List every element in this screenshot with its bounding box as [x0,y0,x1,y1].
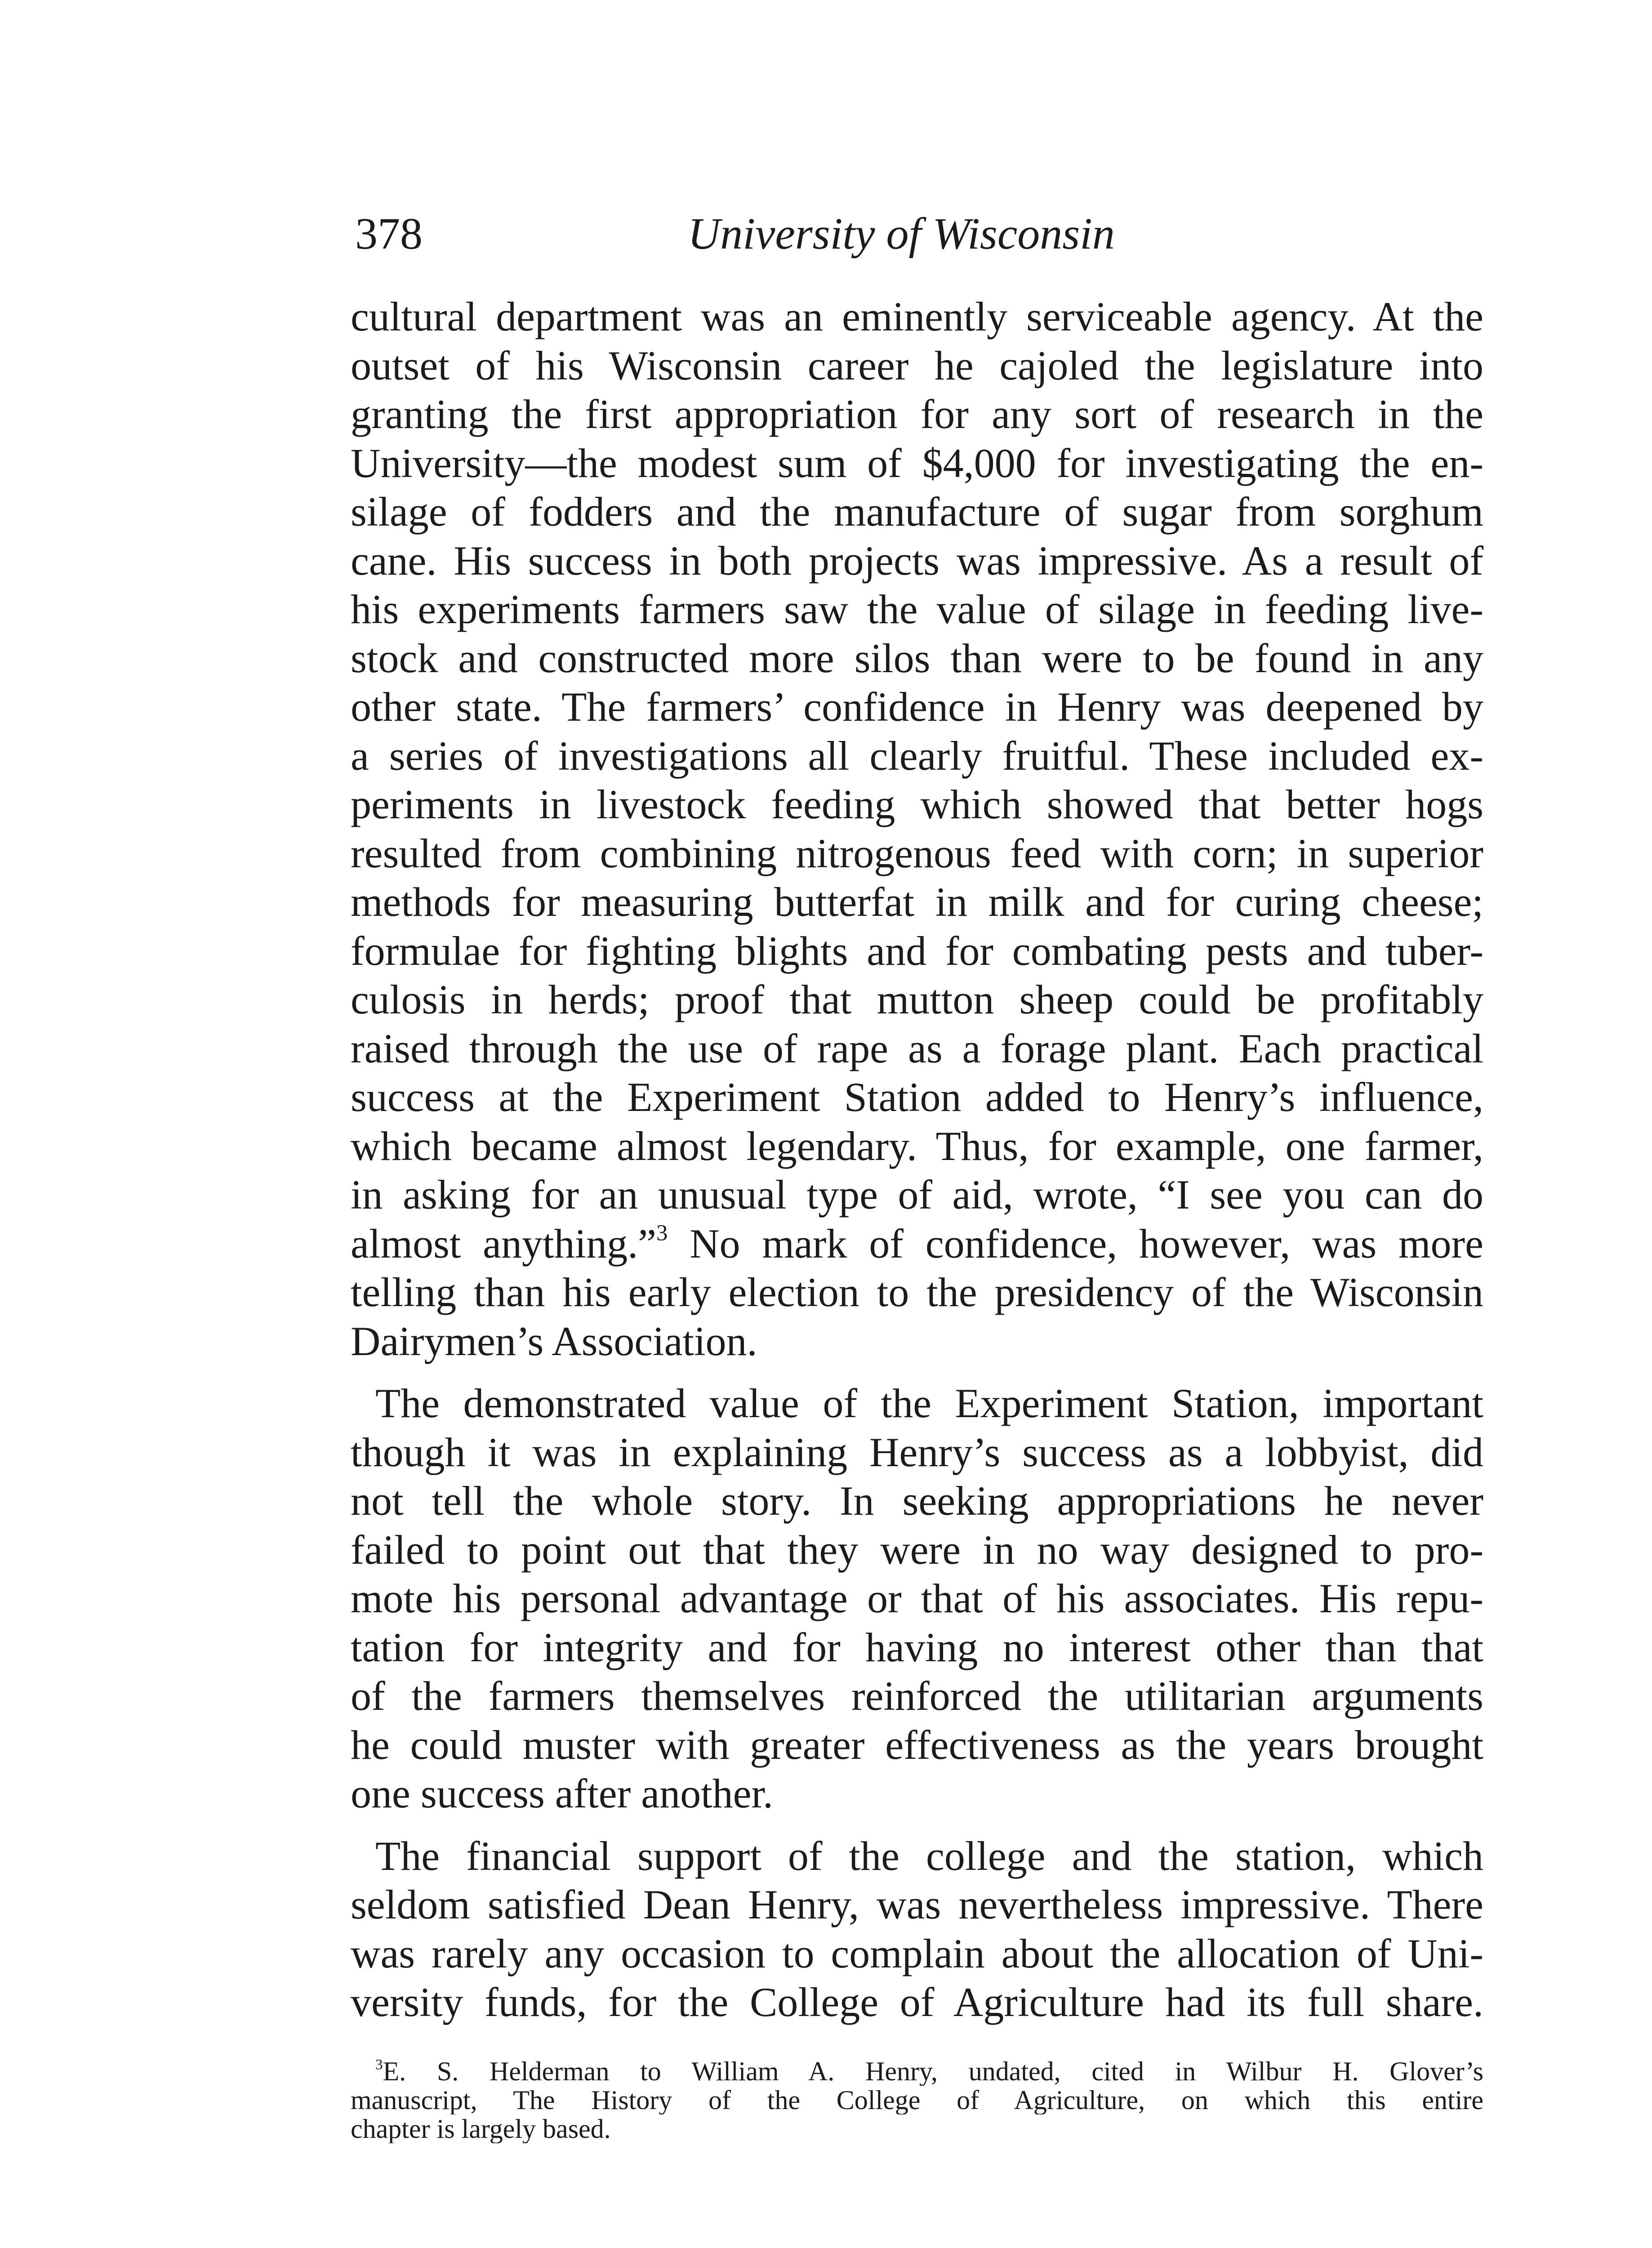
text-line: The demonstrated value of the Experiment Station, important [375,1380,1483,1426]
paragraph [351,1379,1483,1818]
text-line: cane. His success in both projects was impressive. As a result of [351,537,1483,584]
text-line: was rarely any occasion to complain about the allocation of Uni- [351,1930,1483,1976]
text-line: stock and constructed more silos than were to be found in any [351,635,1483,681]
text-line: culosis in herds; proof that mutton sheep could be profitably [351,977,1483,1022]
text-line: Dairymen’s Association. [351,1318,757,1364]
footnote-line: manuscript, The History of the College of Agriculture, on which this entire [351,2086,1483,2114]
footnote-line: chapter is largely based. [351,2114,611,2143]
text-line: outset of his Wisconsin career he cajoled the legislature into [351,342,1483,388]
text-line: though it was in explaining Henry’s success as a lobbyist, did [351,1429,1483,1475]
page-number: 378 [355,209,423,259]
text-line: seldom satisfied Dean Henry, was nevertheless impressive. There [351,1882,1483,1927]
text-line: he could muster with greater effectiveness as the years brought [351,1722,1483,1768]
text-line: in asking for an unusual type of aid, wrote, “I see you can do [351,1172,1483,1218]
text-line: resulted from combining nitrogenous feed with corn; in superior [351,830,1483,876]
paragraph-spacing [351,1365,1483,1379]
line-text: No mark of confidence, however, was more [668,1220,1483,1267]
text-line: not tell the whole story. In seeking appropriations he never [351,1478,1483,1524]
text-line: failed to point out that they were in no way designed to pro- [351,1526,1483,1573]
paragraph [351,1832,1483,2027]
footnote-line [351,2057,1483,2086]
text-line: a series of investigations all clearly fruitful. These included ex- [351,732,1483,779]
paragraph [351,292,1483,1365]
body-text [351,292,1483,2027]
text-line: silage of fodders and the manufacture of sugar from sorghum [351,489,1483,535]
text-line: formulae for fighting blights and for combating pests and tuber- [351,928,1483,974]
text-line: The financial support of the college and the station, which [375,1833,1483,1879]
text-line: periments in livestock feeding which showed that better hogs [351,781,1483,827]
text-line: tation for integrity and for having no interest other than that [351,1624,1483,1670]
text-line: one success after another. [351,1771,774,1816]
footnote-text: E. S. Helderman to William A. Henry, undated, cited in Wilbur H. Glover’s [383,2057,1483,2086]
running-title: University of Wisconsin [688,209,1115,259]
text-line: granting the first appropriation for any sort of research in the [351,391,1483,437]
page-header [355,205,1470,268]
line-text: almost anything.” [351,1220,656,1267]
text-line: mote his personal advantage or that of his associates. His repu- [351,1575,1483,1621]
text-line: methods for measuring butterfat in milk and for curing cheese; [351,879,1483,925]
text-line-with-footnote-ref [351,1219,1483,1268]
text-line: success at the Experiment Station added to Henry’s influence, [351,1074,1483,1120]
text-line: which became almost legendary. Thus, for example, one farmer, [351,1123,1483,1169]
text-line: of the farmers themselves reinforced the utilitarian arguments [351,1673,1483,1719]
text-line: versity funds, for the College of Agriculture had its full share. [351,1979,1483,2025]
text-line: his experiments farmers saw the value of silage in feeding live- [351,586,1483,632]
footnote-reference[interactable]: 3 [656,1220,668,1245]
text-line: other state. The farmers’ confidence in Henry was deepened by [351,684,1483,730]
text-line: University—the modest sum of $4,000 for investigating the en- [351,440,1483,486]
paragraph-spacing [351,1818,1483,1832]
footnote-marker: 3 [375,2057,383,2073]
text-line: raised through the use of rape as a forage plant. Each practical [351,1025,1483,1071]
footnotes [351,2057,1483,2143]
text-line: telling than his early election to the presidency of the Wisconsin [351,1269,1483,1315]
text-line: cultural department was an eminently serviceable agency. At the [351,294,1483,339]
